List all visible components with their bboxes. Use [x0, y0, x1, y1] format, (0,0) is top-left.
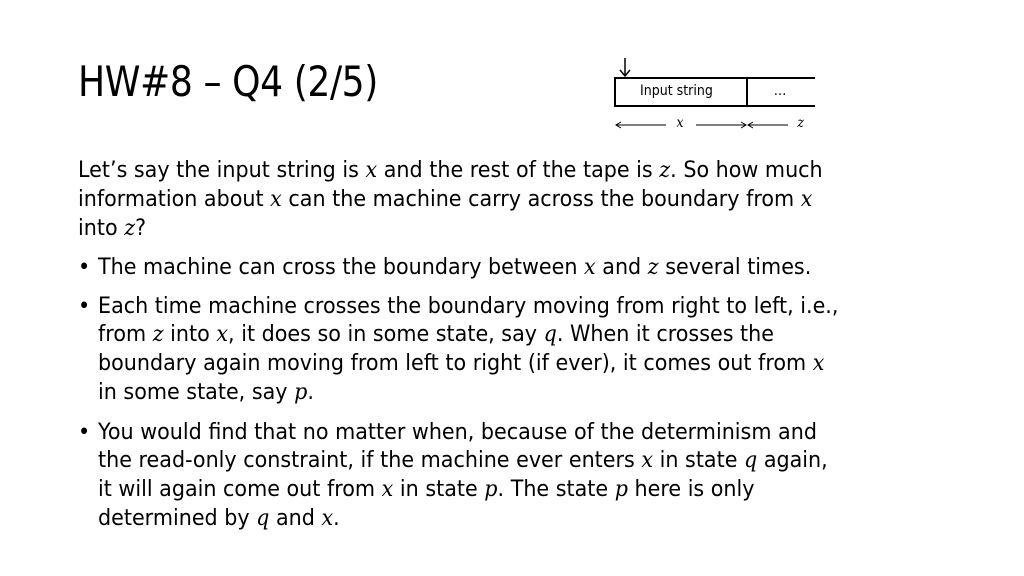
math-variable: p — [484, 477, 498, 502]
math-variable: p — [294, 380, 308, 405]
text-run: and the rest of the tape is — [377, 158, 660, 183]
text-line — [98, 253, 811, 282]
math-variable: p — [614, 477, 628, 502]
text-line — [98, 349, 824, 378]
tape-cell-input-string: Input string — [640, 83, 713, 99]
math-variable: q — [256, 506, 270, 531]
math-variable: z — [659, 158, 671, 183]
text-run: into — [163, 322, 217, 347]
text-line — [98, 378, 314, 407]
text-run: here is only — [627, 477, 755, 502]
text-line — [98, 504, 340, 533]
text-run: from — [98, 322, 153, 347]
text-run: in some state, say — [98, 380, 295, 405]
math-variable: x — [812, 351, 825, 376]
text-line — [78, 185, 812, 214]
text-line — [98, 475, 755, 504]
text-run: . — [307, 380, 314, 405]
tape-cell-rest: … — [773, 83, 787, 99]
text-run: . — [333, 506, 340, 531]
label-z: z — [797, 115, 805, 131]
bullet-marker: • — [78, 255, 91, 280]
text-run: ? — [135, 216, 147, 241]
text-run: . When it crosses the — [556, 322, 774, 347]
math-variable: x — [641, 448, 654, 473]
text-run: and — [269, 506, 322, 531]
text-line — [98, 418, 817, 447]
math-variable: x — [800, 187, 813, 212]
text-run: The machine can cross the boundary between — [98, 255, 585, 280]
text-run: and — [595, 255, 648, 280]
bullet-marker: • — [78, 420, 91, 445]
text-run: in state — [653, 448, 745, 473]
text-line — [98, 446, 828, 475]
tape-diagram — [600, 50, 830, 140]
math-variable: z — [647, 255, 659, 280]
text-run: boundary again moving from left to right (if ever), it comes out from — [98, 351, 813, 376]
text-line — [98, 292, 838, 321]
math-variable: z — [152, 322, 164, 347]
label-x: x — [676, 115, 684, 131]
math-variable: q — [543, 322, 557, 347]
math-variable: x — [270, 187, 282, 212]
text-run: You would find that no matter when, because of the determinism and — [98, 420, 817, 445]
text-run: in state — [393, 477, 485, 502]
text-line — [78, 156, 823, 185]
text-run: into — [78, 216, 125, 241]
text-run: determined by — [98, 506, 257, 531]
text-run: , it does so in some state, say — [228, 322, 544, 347]
text-run: the read-only constraint, if the machine ever enters — [98, 448, 642, 473]
text-run: . So how much — [670, 158, 823, 183]
math-variable: x — [381, 477, 394, 502]
text-run: Let’s say the input string is — [78, 158, 366, 183]
math-variable: z — [124, 216, 136, 241]
text-run: information about — [78, 187, 271, 212]
math-variable: x — [365, 158, 378, 183]
math-variable: x — [321, 506, 334, 531]
text-line — [78, 214, 146, 243]
text-run: several times. — [658, 255, 812, 280]
text-run: it will again come out from — [98, 477, 382, 502]
text-run: again, — [757, 448, 828, 473]
tape-diagram-lines — [600, 50, 830, 140]
math-variable: x — [216, 322, 229, 347]
bullet-marker: • — [78, 294, 91, 319]
text-line — [98, 320, 774, 349]
text-run: can the machine carry across the boundary from — [281, 187, 801, 212]
slide-title: HW#8 – Q4 (2/5) — [78, 57, 378, 106]
text-run: . The state — [497, 477, 615, 502]
text-run: Each time machine crosses the boundary moving from right to left, i.e., — [98, 294, 839, 319]
math-variable: x — [584, 255, 596, 280]
math-variable: q — [744, 448, 758, 473]
